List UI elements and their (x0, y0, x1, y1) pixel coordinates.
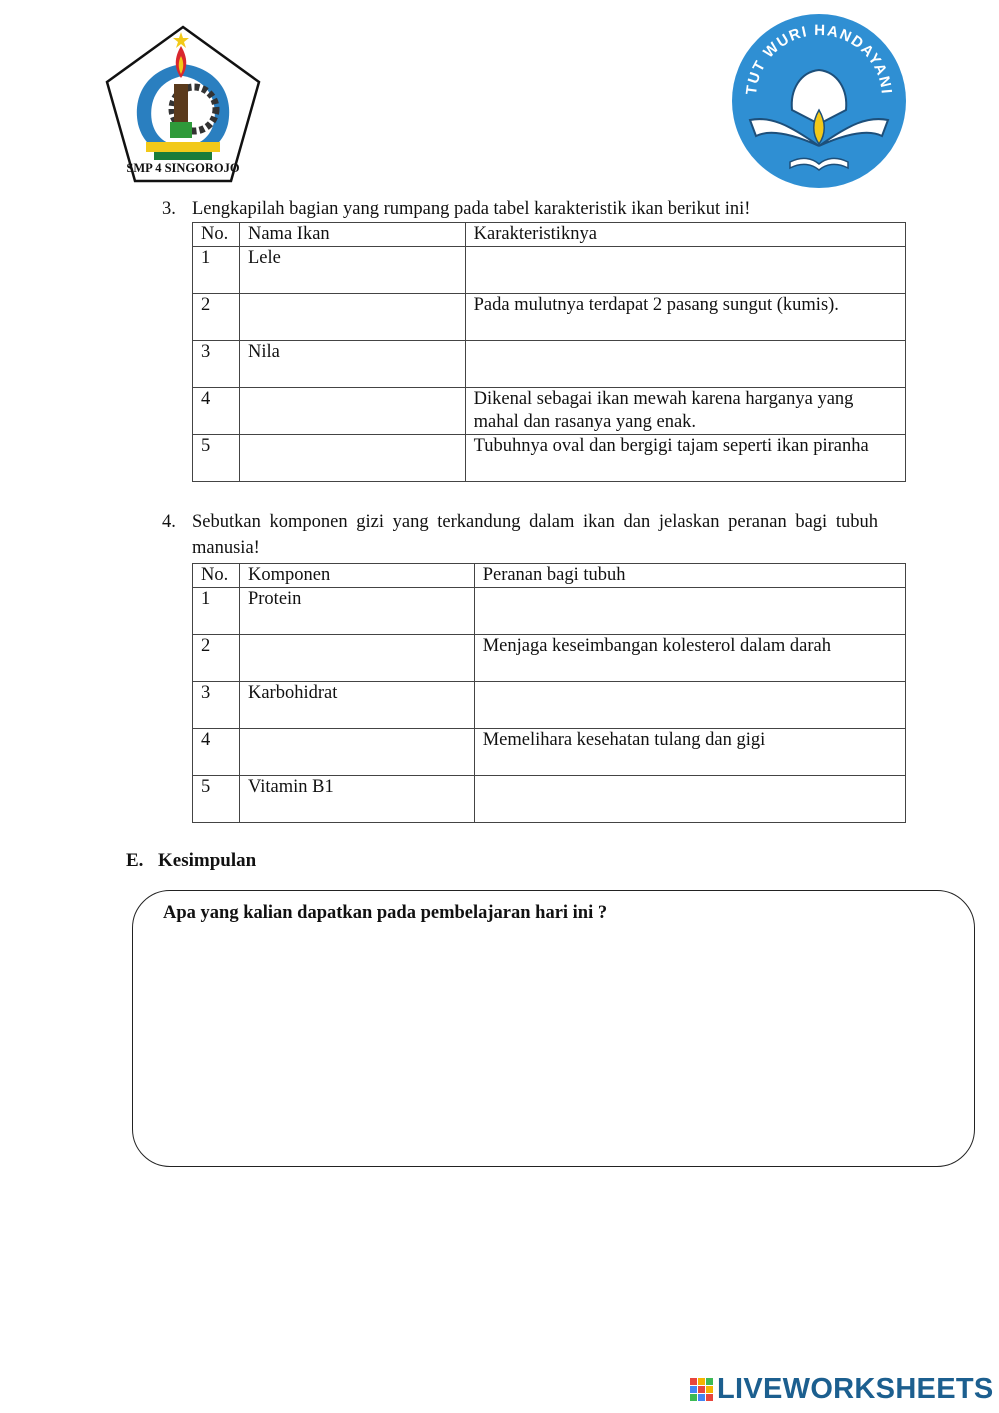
role-input-cell[interactable] (474, 776, 905, 823)
school-logo-text: SMP 4 SINGOROJO (126, 161, 240, 175)
component-cell: Protein (239, 588, 474, 635)
role-input-cell[interactable] (474, 588, 905, 635)
table-row (193, 635, 906, 682)
fish-name-input-cell[interactable] (239, 435, 465, 482)
table-row (193, 341, 906, 388)
row-number: 1 (193, 588, 240, 635)
header-no: No. (193, 564, 240, 588)
row-number: 3 (193, 682, 240, 729)
section-e-label: E. (126, 850, 144, 871)
row-number: 3 (193, 341, 240, 388)
component-input-cell[interactable] (239, 729, 474, 776)
header-component: Komponen (239, 564, 474, 588)
row-number: 1 (193, 247, 240, 294)
table-header-row (193, 564, 906, 588)
fish-name-input-cell[interactable] (239, 294, 465, 341)
conclusion-answer-box[interactable] (132, 890, 975, 1167)
table-row (193, 388, 906, 435)
component-cell: Karbohidrat (239, 682, 474, 729)
characteristics-input-cell[interactable] (465, 341, 905, 388)
conclusion-prompt: Apa yang kalian dapatkan pada pembelajaran hari ini ? (163, 903, 608, 923)
characteristics-cell: Pada mulutnya terdapat 2 pasang sungut (kumis). (465, 294, 905, 341)
table-row (193, 588, 906, 635)
header-role: Peranan bagi tubuh (474, 564, 905, 588)
row-number: 2 (193, 635, 240, 682)
table-row (193, 776, 906, 823)
liveworksheets-logo (690, 1373, 994, 1406)
ministry-logo-text: TUT WURI HANDAYANI (742, 21, 895, 96)
row-number: 5 (193, 435, 240, 482)
fish-name-cell: Nila (239, 341, 465, 388)
table-row (193, 294, 906, 341)
row-number: 2 (193, 294, 240, 341)
role-cell: Menjaga keseimbangan kolesterol dalam darah (474, 635, 905, 682)
characteristics-cell: Tubuhnya oval dan bergigi tajam seperti ikan piranha (465, 435, 905, 482)
tut-wuri-handayani-logo (730, 12, 908, 190)
question-4-number: 4. (162, 512, 176, 532)
table-row (193, 729, 906, 776)
table-row (193, 682, 906, 729)
row-number: 5 (193, 776, 240, 823)
table-row (193, 435, 906, 482)
nutrition-components-table (192, 563, 906, 823)
row-number: 4 (193, 729, 240, 776)
fish-name-input-cell[interactable] (239, 388, 465, 435)
school-logo (104, 24, 262, 184)
section-e-title: Kesimpulan (158, 850, 257, 871)
question-4-text: Sebutkan komponen gizi yang terkandung dalam ikan dan jelaskan peranan bagi tubuh manusia! (192, 512, 878, 558)
component-cell: Vitamin B1 (239, 776, 474, 823)
characteristics-cell: Dikenal sebagai ikan mewah karena harganya yang mahal dan rasanya yang enak. (465, 388, 905, 435)
liveworksheets-brand: LIVEWORKSHEETS (717, 1373, 994, 1405)
fish-characteristics-table (192, 222, 906, 482)
liveworksheets-grid-icon (690, 1378, 713, 1401)
characteristics-input-cell[interactable] (465, 247, 905, 294)
question-3-text: Lengkapilah bagian yang rumpang pada tabel karakteristik ikan berikut ini! (192, 199, 751, 219)
table-header-row (193, 223, 906, 247)
header-fish-name: Nama Ikan (239, 223, 465, 247)
role-cell: Memelihara kesehatan tulang dan gigi (474, 729, 905, 776)
role-input-cell[interactable] (474, 682, 905, 729)
table-row (193, 247, 906, 294)
header-no: No. (193, 223, 240, 247)
component-input-cell[interactable] (239, 635, 474, 682)
fish-name-cell: Lele (239, 247, 465, 294)
question-3-number: 3. (162, 199, 176, 219)
header-characteristics: Karakteristiknya (465, 223, 905, 247)
row-number: 4 (193, 388, 240, 435)
